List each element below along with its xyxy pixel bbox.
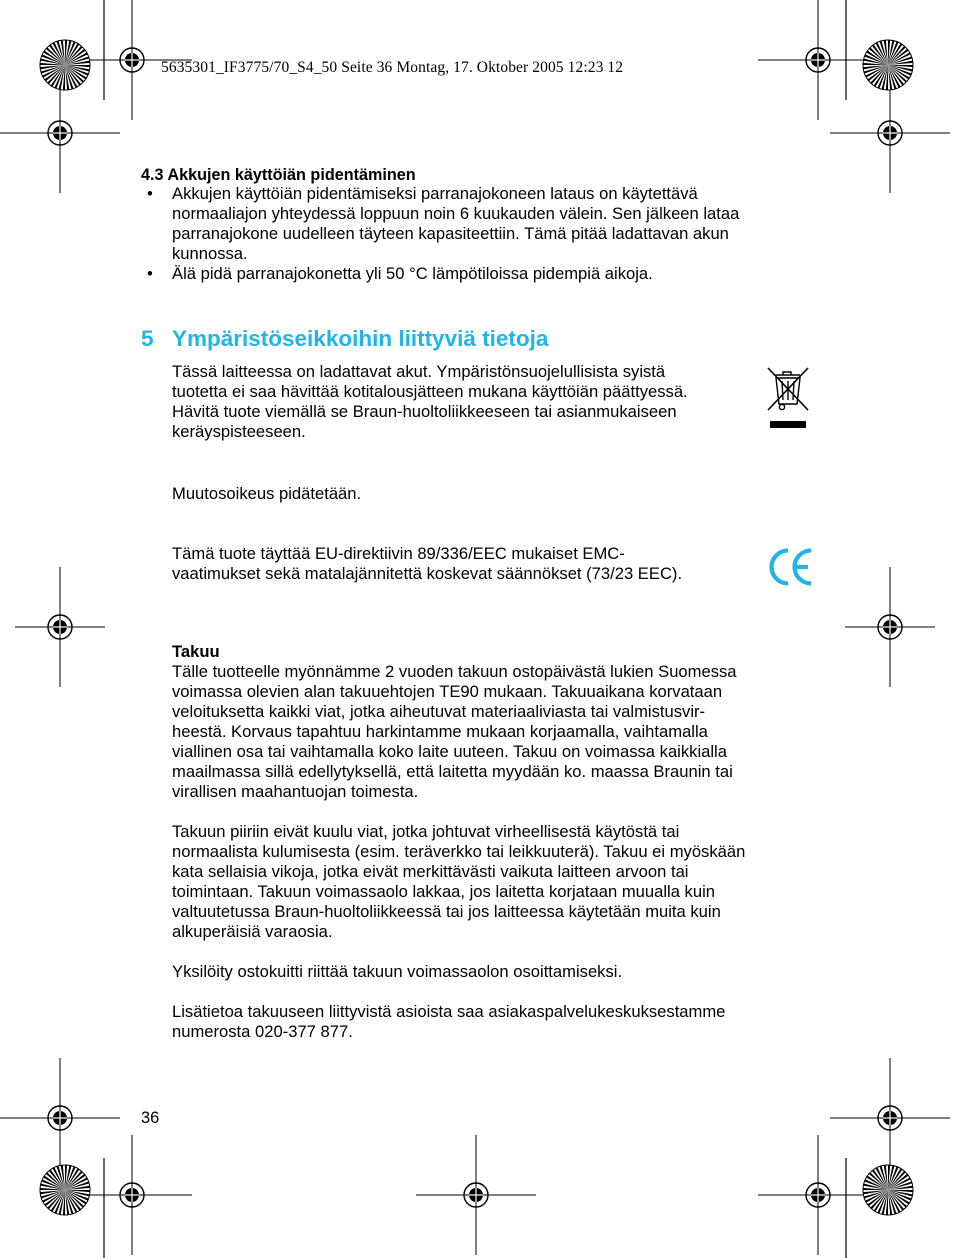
registration-crosshair-icon xyxy=(830,73,950,193)
paragraph-line: Takuun piiriin eivät kuulu viat, jotka johtuvat virheellisestä käytöstä tai xyxy=(172,822,680,841)
paragraph-line: veloituksetta kaikki viat, jotka aiheutuvat materiaaliviasta tai valmistusvir- xyxy=(172,702,706,721)
registration-crosshair-icon xyxy=(845,567,935,687)
registration-crosshair-icon xyxy=(15,567,105,687)
paragraph-line: alkuperäisiä varaosia. xyxy=(172,922,333,941)
bullet-line: normaaliajon yhteydessä loppuun noin 6 kuukauden välein. Sen jälkeen lataa xyxy=(172,204,740,223)
registration-crosshair-icon xyxy=(758,0,878,120)
paragraph-line: Tämä tuote täyttää EU-direktiivin 89/336/EEC mukaiset EMC- xyxy=(172,544,625,563)
paragraph-line: heestä. Korvaus tapahtuu harkintamme mukaan korjaamalla, vaihtamalla xyxy=(172,722,708,741)
bullet-line: Akkujen käyttöiän pidentämiseksi parranajokoneen lataus on käytettävä xyxy=(172,184,698,203)
bullet-icon: • xyxy=(147,264,153,283)
paragraph-line: kata sellaisia vikoja, jotka eivät merkittävästi vaikuta laitteen arvoon tai xyxy=(172,862,689,881)
bullet-list xyxy=(141,184,811,284)
section-title-text: Ympäristöseikkoihin liittyviä tietoja xyxy=(172,326,549,351)
paragraph-line: Tälle tuotteelle myönnämme 2 vuoden takuun ostopäivästä lukien Suomessa xyxy=(172,662,737,681)
bullet-line: Älä pidä parranajokonetta yli 50 °C lämpötiloissa pidempiä aikoja. xyxy=(172,264,653,283)
section-4-3-heading: 4.3 Akkujen käyttöiän pidentäminen xyxy=(141,166,416,184)
paragraph-spacer xyxy=(172,942,812,962)
paragraph-line: voimassa olevien alan takuuehtojen TE90 mukaan. Takuuaikana korvataan xyxy=(172,682,723,701)
paragraph-line: vaatimukset sekä matalajännitettä koskevat säännökset (73/23 EEC). xyxy=(172,564,683,583)
paragraph-line: Lisätietoa takuuseen liittyvistä asioista saa asiakaspalvelukeskuksestamme xyxy=(172,1002,726,1021)
list-item xyxy=(141,264,811,284)
color-starburst-icon xyxy=(40,40,90,90)
registration-crosshair-icon xyxy=(0,1058,120,1178)
paragraph-line: Yksilöity ostokuitti riittää takuun voimassaolon osoittamiseksi. xyxy=(172,962,623,981)
bullet-icon: • xyxy=(147,184,153,203)
color-starburst-icon xyxy=(863,1165,913,1215)
paragraph-line: viallinen osa tai vaihtamalla koko laite uuteen. Takuu on voimassa kaikkialla xyxy=(172,742,727,761)
registration-crosshair-icon xyxy=(0,73,120,193)
paragraph-line: valtuutetussa Braun-huoltoliikkeessä tai jos laitteessa käytetään muita kuin xyxy=(172,902,721,921)
paragraph-line: tuotetta ei saa hävittää kotitalousjätteen mukana käyttöiän päättyessä. xyxy=(172,382,688,401)
paragraph-line: toimintaan. Takuun voimassaolo lakkaa, jos laitetta korjataan muualla kuin xyxy=(172,882,715,901)
list-item xyxy=(141,184,811,264)
registration-crosshair-icon xyxy=(830,1058,950,1178)
ce-mark-icon xyxy=(768,546,814,588)
changes-notice: Muutosoikeus pidätetään. xyxy=(172,484,362,503)
paragraph-line: virallisen maahantuojan toimesta. xyxy=(172,782,419,801)
warranty-section xyxy=(172,642,812,1042)
section-number: 5 xyxy=(141,326,154,351)
paragraph-line: Tässä laitteessa on ladattavat akut. Ympäristönsuojelullisista syistä xyxy=(172,362,666,381)
page-number: 36 xyxy=(141,1109,160,1127)
registration-crosshair-icon xyxy=(416,1135,536,1255)
paragraph-line: Hävitä tuote viemällä se Braun-huoltoliikkeeseen tai asianmukaiseen xyxy=(172,402,677,421)
paragraph-line: keräyspisteeseen. xyxy=(172,422,306,441)
paragraph-spacer xyxy=(172,982,812,1002)
bullet-line: parranajokone uudelleen täyteen kapasiteettiin. Tämä pitää ladattavan akun xyxy=(172,224,729,243)
paragraph-spacer xyxy=(172,802,812,822)
paragraph-line: maailmassa sillä edellytyksellä, että laitetta myydään ko. maassa Braunin tai xyxy=(172,762,733,781)
registration-crosshair-icon xyxy=(758,1135,878,1255)
color-starburst-icon xyxy=(863,40,913,90)
print-slug-line: 5635301_IF3775/70_S4_50 Seite 36 Montag, 17. Oktober 2005 12:23 12 xyxy=(161,59,624,76)
paragraph-line: numerosta 020-377 877. xyxy=(172,1022,353,1041)
eu-compliance-paragraph xyxy=(172,544,762,584)
paragraph-line: normaalista kulumisesta (esim. teräverkko tai leikkuuterä). Takuu ei myöskään xyxy=(172,842,746,861)
warranty-heading: Takuu xyxy=(172,642,220,661)
environment-paragraph xyxy=(172,362,812,442)
bullet-line: kunnossa. xyxy=(172,244,248,263)
section-5-title xyxy=(141,325,548,353)
crossed-out-wheelie-bin-icon xyxy=(766,366,812,430)
color-starburst-icon xyxy=(40,1165,90,1215)
